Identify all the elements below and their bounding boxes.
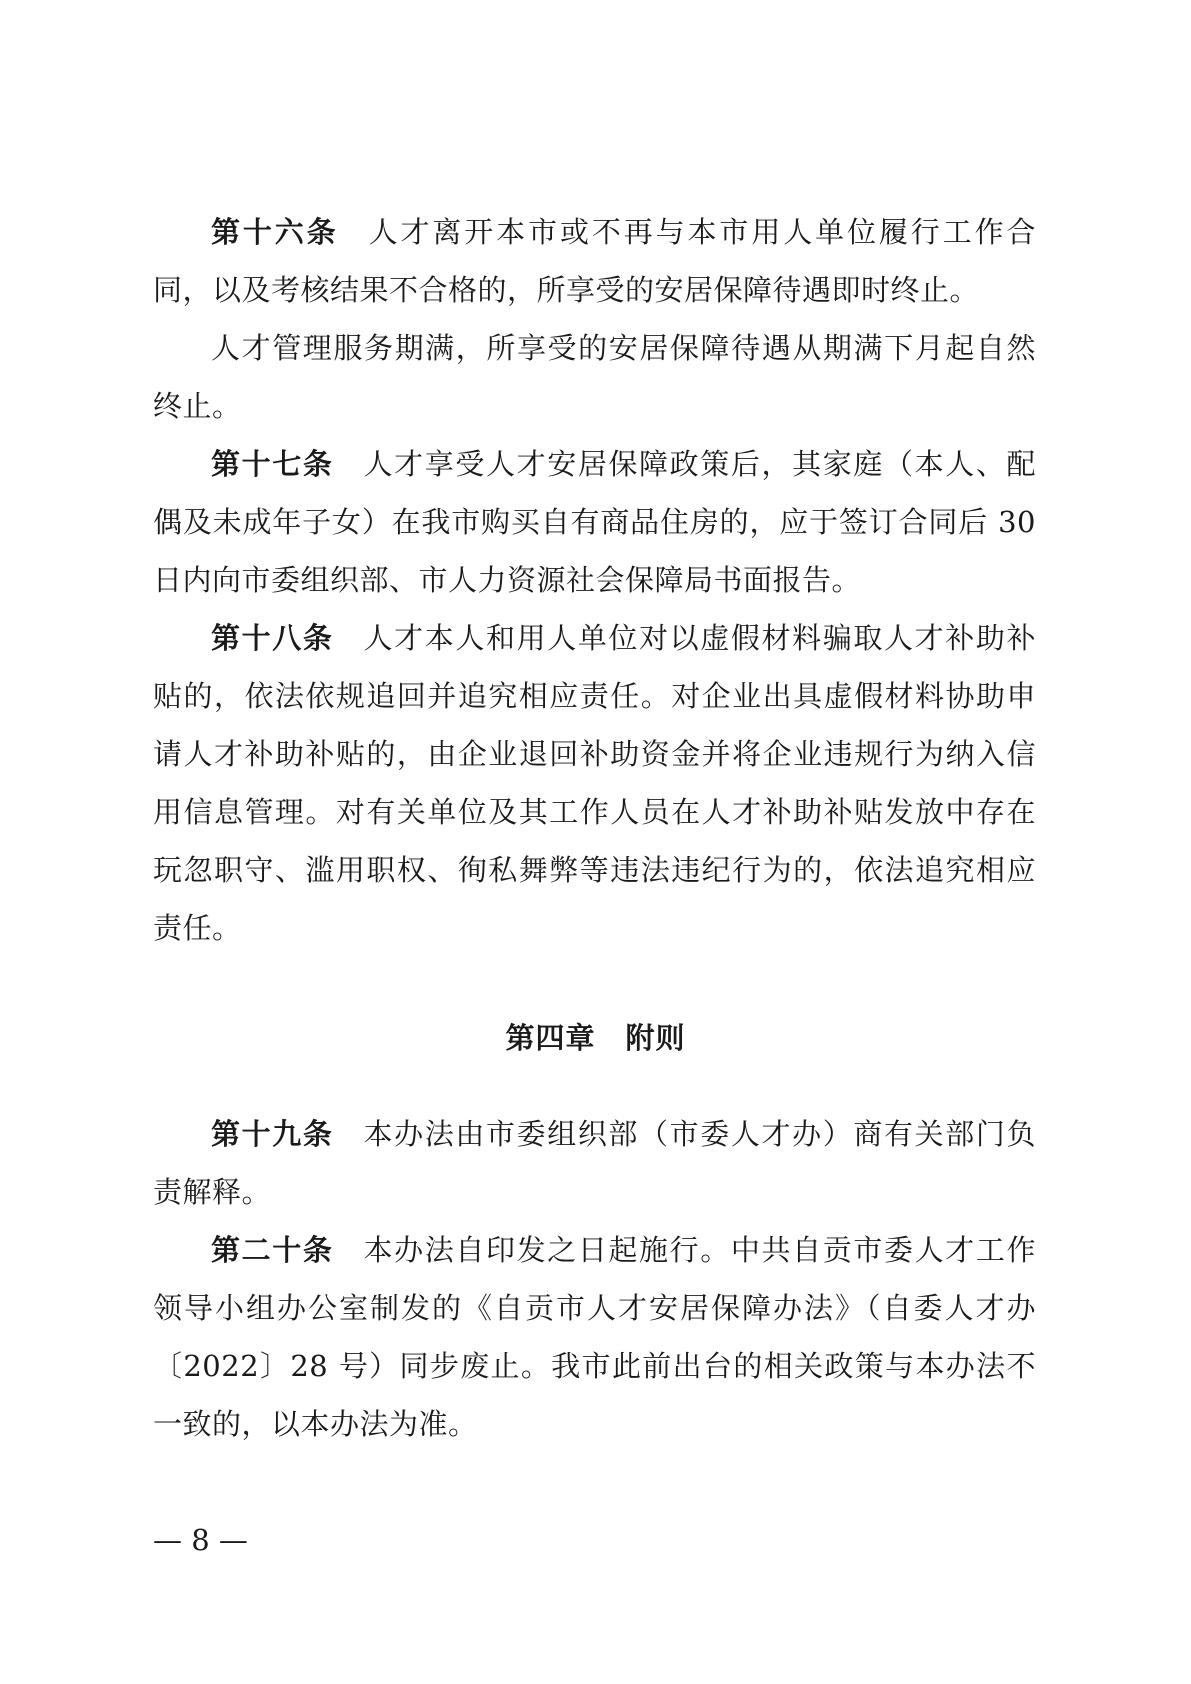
article-20-text: 本办法自印发之日起施行。中共自贡市委人才工作领导小组办公室制发的《自贡市人才安居保障办法》（自委人才办〔2022〕28 号）同步废止。我市此前出台的相关政策与本办法不一致的，以本办法为准。 — [153, 1233, 1036, 1441]
chapter-number: 第四章 — [505, 1021, 596, 1055]
article-20-label: 第二十条 — [211, 1233, 334, 1267]
article-17-text: 人才享受人才安居保障政策后，其家庭（本人、配偶及未成年子女）在我市购买自有商品住房的，应于签订合同后 30 日内向市委组织部、市人力资源社会保障局书面报告。 — [153, 447, 1036, 597]
article-16 — [153, 203, 1036, 319]
chapter-heading — [0, 1018, 1191, 1058]
article-16-paragraph-2 — [153, 319, 1036, 435]
page-number: — 8 — — [153, 1523, 248, 1557]
chapter-title: 附则 — [625, 1021, 686, 1055]
article-19-text: 本办法由市委组织部（市委人才办）商有关部门负责解释。 — [153, 1117, 1036, 1209]
article-18-text: 人才本人和用人单位对以虚假材料骗取人才补助补贴的，依法依规追回并追究相应责任。对企业出具虚假材料协助申请人才补助补贴的，由企业退回补助资金并将企业违规行为纳入信用信息管理。对有关单位及其工作人员在人才补助补贴发放中存在玩忽职守、滥用职权、徇私舞弊等违法违纪行为的，依法追究相应责任。 — [153, 621, 1036, 945]
article-17 — [153, 435, 1036, 609]
article-18 — [153, 609, 1036, 957]
article-17-label: 第十七条 — [211, 447, 334, 481]
article-16-text: 人才离开本市或不再与本市用人单位履行工作合同，以及考核结果不合格的，所享受的安居保障待遇即时终止。 — [153, 215, 1036, 307]
article-19 — [153, 1105, 1036, 1221]
article-18-label: 第十八条 — [211, 621, 334, 655]
article-20 — [153, 1221, 1036, 1453]
article-19-label: 第十九条 — [211, 1117, 334, 1151]
article-16-paragraph-2-text: 人才管理服务期满，所享受的安居保障待遇从期满下月起自然终止。 — [153, 331, 1036, 423]
article-16-label: 第十六条 — [211, 215, 339, 249]
